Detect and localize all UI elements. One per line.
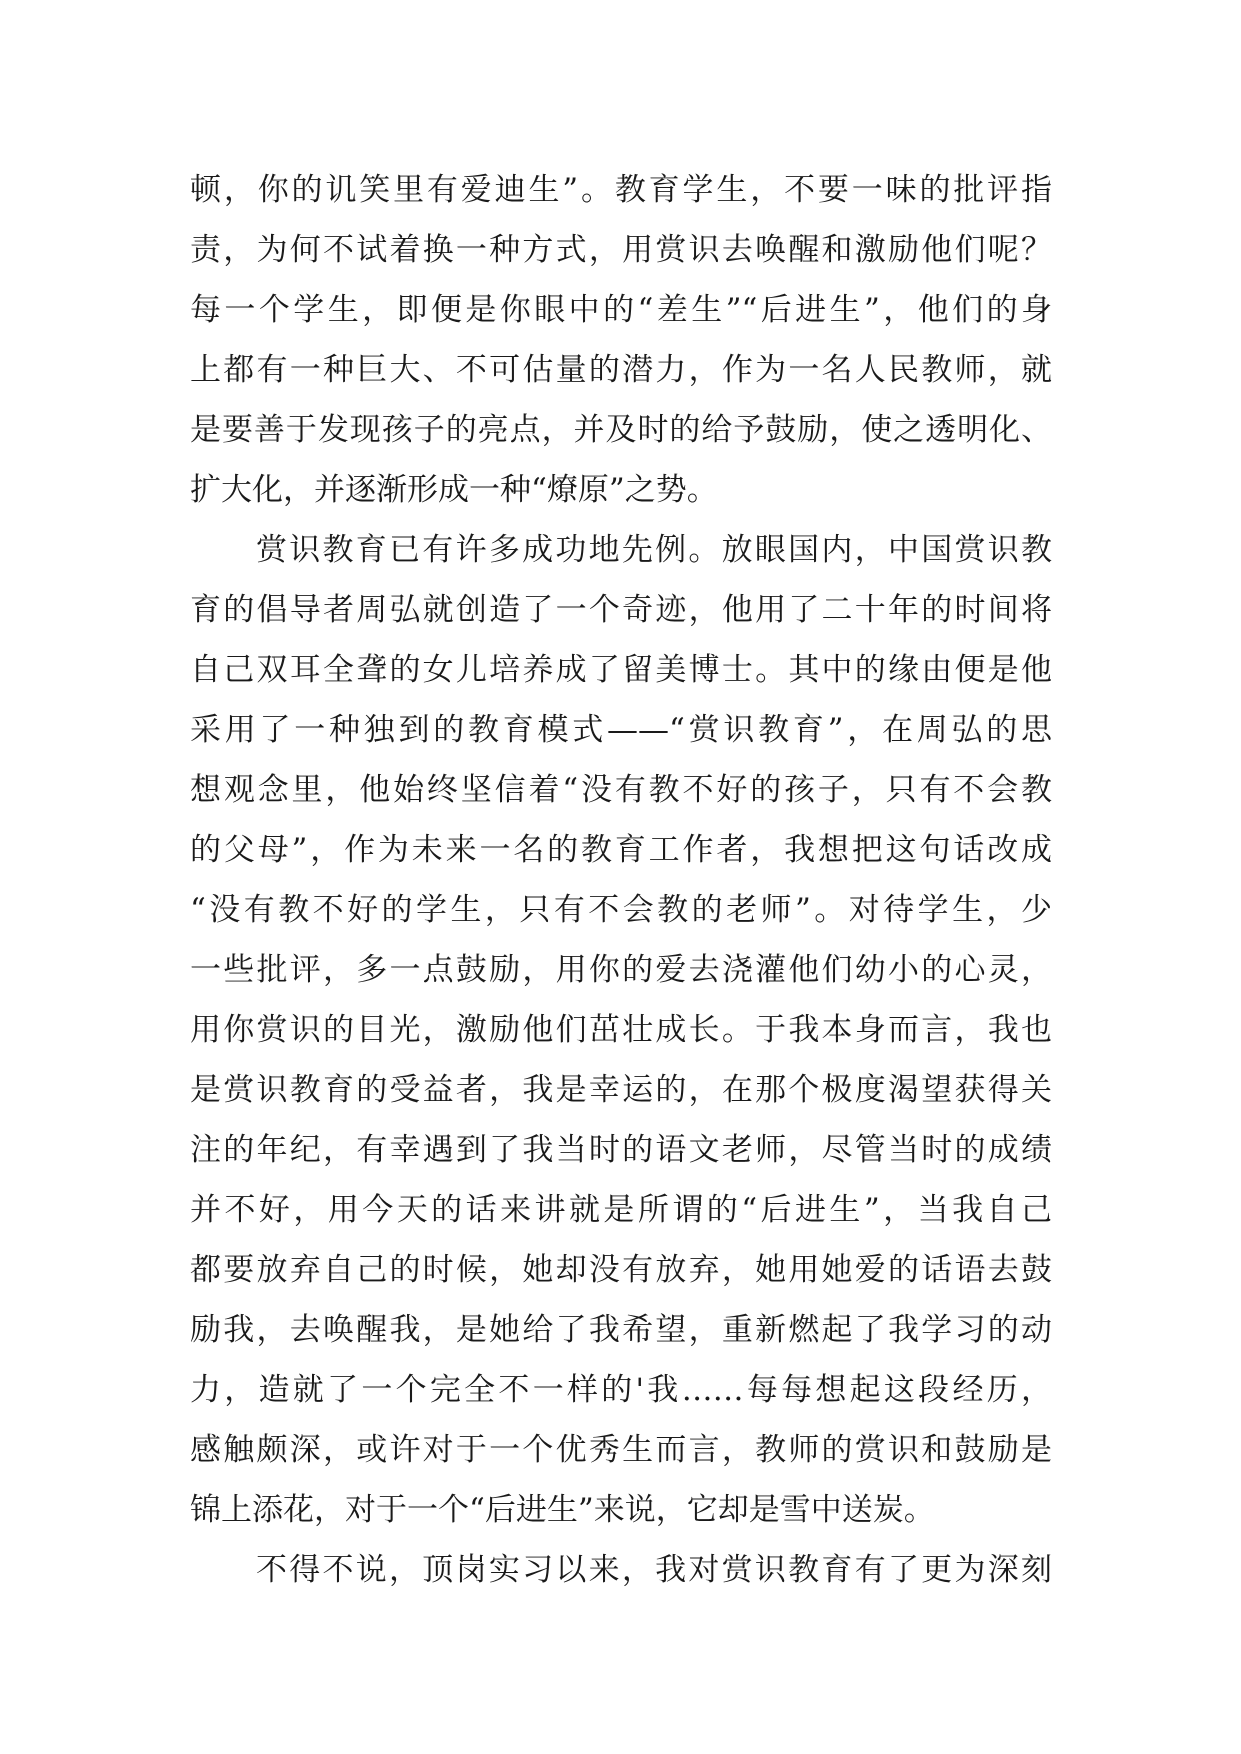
text-line: 每一个学生，即便是你眼中的“差生”“后进生”，他们的身 <box>190 292 1052 328</box>
text-line: 励我，去唤醒我，是她给了我希望，重新燃起了我学习的动 <box>190 1312 1052 1348</box>
text-line: 是要善于发现孩子的亮点，并及时的给予鼓励，使之透明化、 <box>190 412 1052 448</box>
text-line: 一些批评，多一点鼓励，用你的爱去浇灌他们幼小的心灵， <box>190 952 1052 988</box>
text-line: 注的年纪，有幸遇到了我当时的语文老师，尽管当时的成绩 <box>190 1132 1052 1168</box>
body-text <box>190 160 1052 1600</box>
text-line: 扩大化，并逐渐形成一种“燎原”之势。 <box>190 472 718 508</box>
text-line: 并不好，用今天的话来讲就是所谓的“后进生”，当我自己 <box>190 1192 1052 1228</box>
text-line: 锦上添花，对于一个“后进生”来说，它却是雪中送炭。 <box>190 1492 935 1528</box>
text-line: 自己双耳全聋的女儿培养成了留美博士。其中的缘由便是他 <box>190 652 1052 688</box>
text-line: 的父母”，作为未来一名的教育工作者，我想把这句话改成 <box>190 832 1052 868</box>
text-line: 力，造就了一个完全不一样的'我……每每想起这段经历， <box>190 1372 1052 1408</box>
text-line: 感触颇深，或许对于一个优秀生而言，教师的赏识和鼓励是 <box>190 1432 1052 1468</box>
text-line: 顿，你的讥笑里有爱迪生”。教育学生，不要一味的批评指 <box>190 172 1052 208</box>
text-line: 责，为何不试着换一种方式，用赏识去唤醒和激励他们呢？ <box>190 232 1052 268</box>
paragraph-first-line: 不得不说，顶岗实习以来，我对赏识教育有了更为深刻 <box>256 1552 1052 1588</box>
text-line: 采用了一种独到的教育模式——“赏识教育”，在周弘的思 <box>190 712 1052 748</box>
text-line: 想观念里，他始终坚信着“没有教不好的孩子，只有不会教 <box>190 772 1052 808</box>
text-line: “没有教不好的学生，只有不会教的老师”。对待学生，少 <box>190 892 1052 928</box>
text-line: 用你赏识的目光，激励他们茁壮成长。于我本身而言，我也 <box>190 1012 1052 1048</box>
text-line: 都要放弃自己的时候，她却没有放弃，她用她爱的话语去鼓 <box>190 1252 1052 1288</box>
text-line: 上都有一种巨大、不可估量的潜力，作为一名人民教师，就 <box>190 352 1052 388</box>
text-line: 育的倡导者周弘就创造了一个奇迹，他用了二十年的时间将 <box>190 592 1052 628</box>
paragraph-first-line: 赏识教育已有许多成功地先例。放眼国内，中国赏识教 <box>256 532 1052 568</box>
text-line: 是赏识教育的受益者，我是幸运的，在那个极度渴望获得关 <box>190 1072 1052 1108</box>
